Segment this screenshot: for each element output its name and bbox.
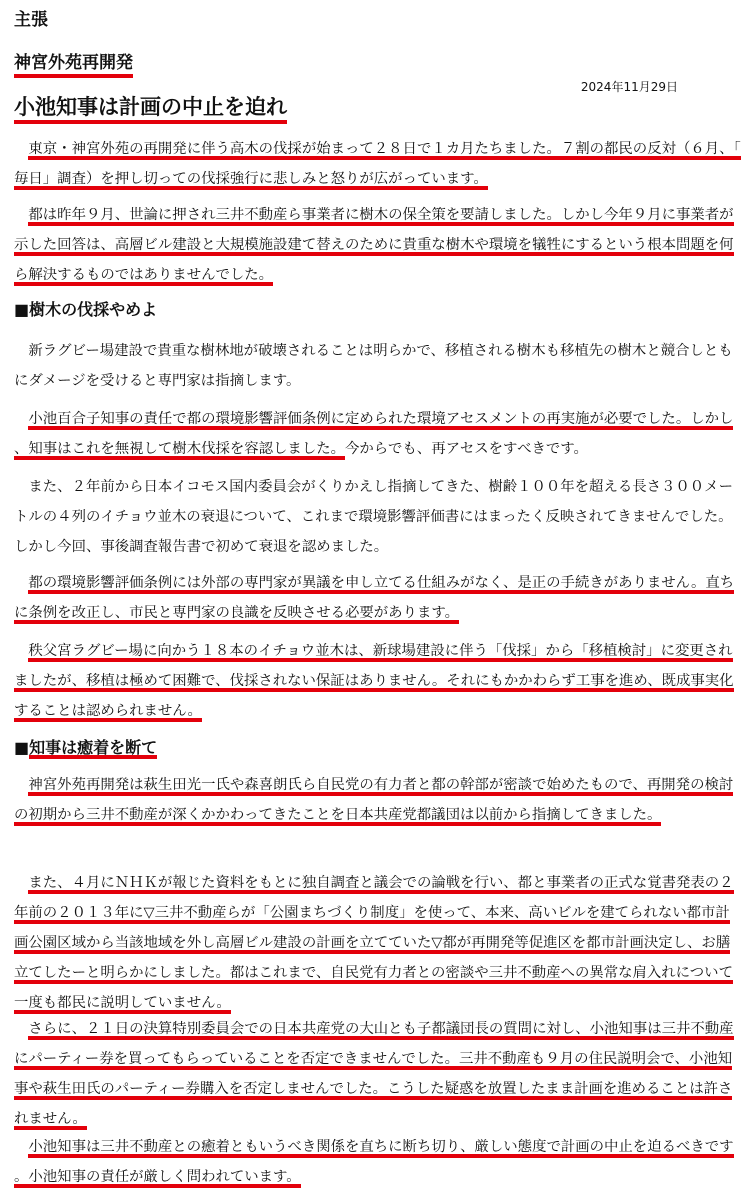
highlighted-text: 神宮外苑再開発は萩生田光一氏や森喜朗氏ら自民党の有力者と都の幹部が密談で始めたもので、再開発の検討の初期から三井不動産が深くかかわってきたことを日本共産党都議団は以前から指摘してきました。: [14, 777, 733, 826]
section-marker: ■: [14, 738, 30, 757]
paragraph-1: [14, 134, 744, 194]
category-label: 主張: [14, 10, 48, 30]
highlighted-text: 小池知事は三井不動産との癒着ともいうべき関係を直ちに断ち切り、厳しい態度で計画の中止を迫るべきです。小池知事の責任が厳しく問われています。: [14, 1139, 734, 1188]
highlighted-text: また、４月にＮＨＫが報じた資料をもとに独自調査と議会での論戦を行い、都と事業者の正式な覚書発表の２年前の２０１３年に▽三井不動産らが「公園まちづくり制度」を使って、本来、高いビルを建てられない都市計画公園区域から当該地域を外し高層ビル建設の計画を立てていた▽都が再開発等促進区を都市計画決定し、お膳立てしたーと明らかにしました。都はこれまで、自民党有力者との密談や三井不動産への異常な肩入れについて一度も都民に説明していません。: [14, 875, 734, 1014]
article-subtitle: 神宮外苑再開発: [14, 50, 133, 78]
highlighted-text: さらに、２１日の決算特別委員会での日本共産党の大山とも子都議団長の質問に対し、小池知事は三井不動産にパーティー券を買ってもらっていることを否定できませんでした。三井不動産も９月の住民説明会で、小池知事や萩生田氏のパーティー券購入を否定しませんでした。こうした疑惑を放置したまま計画を進めることは許されません。: [14, 1021, 734, 1130]
paragraph-text: また、２年前から日本イコモス国内委員会がくりかえし指摘してきた、樹齢１００年を超える長さ３００メートルの４列のイチョウ並木の衰退について、これまで環境影響評価書にはまったく反映されてきませんでした。しかし今回、事後調査報告書で初めて衰退を認めました。: [14, 479, 733, 555]
publish-date: 2024年11月29日: [580, 80, 678, 94]
section-marker: ■: [14, 300, 30, 319]
highlighted-text: 都は昨年９月、世論に押され三井不動産ら事業者に樹木の保全策を要請しました。しかし今年９月に事業者が示した回答は、高層ビル建設と大規模施設建て替えのために貴重な樹木や環境を犠牲にするという根本問題を何ら解決するものではありませんでした。: [14, 207, 734, 286]
section-title: 知事は癒着を断て: [29, 738, 158, 757]
paragraph-6: [14, 568, 744, 628]
highlighted-text: 都の環境影響評価条例には外部の専門家が異議を申し立てる仕組みがなく、是正の手続きがありません。直ちに条例を改正し、市民と専門家の良識を反映させる必要があります。: [14, 575, 734, 624]
paragraph-4: [14, 404, 744, 464]
paragraph-7: [14, 636, 744, 726]
paragraph-11: [14, 1132, 744, 1192]
article-headline: 小池知事は計画の中止を迫れ: [14, 92, 287, 124]
section-title: 樹木の伐採やめよ: [29, 300, 158, 319]
paragraph-2: [14, 200, 744, 290]
paragraph-3: [14, 336, 744, 396]
paragraph-8: [14, 770, 744, 830]
section-heading-1: [14, 296, 157, 324]
paragraph-9: [14, 868, 744, 1018]
section-heading-2: [14, 734, 157, 762]
highlighted-text: 小池百合子知事の責任で都の環境影響評価条例に定められた環境アセスメントの再実施が必要でした。しかし、知事はこれを無視して樹木伐採を容認しました。: [14, 411, 733, 460]
highlighted-text: 秩父宮ラグビー場に向かう１８本のイチョウ並木は、新球場建設に伴う「伐採」から「移植検討」に変更されましたが、移植は極めて困難で、伐採されない保証はありません。それにもかかわらず工事を進め、既成事実化することは認められません。: [14, 643, 734, 722]
paragraph-text: 新ラグビー場建設で貴重な樹林地が破壊されることは明らかで、移植される樹木も移植先の樹木と競合しともにダメージを受けると専門家は指摘します。: [14, 343, 733, 389]
highlighted-text: 東京・神宮外苑の再開発に伴う高木の伐採が始まって２８日で１カ月たちました。７割の都民の反対（６月、「毎日」調査）を押し切っての伐採強行に悲しみと怒りが広がっています。: [14, 141, 741, 190]
paragraph-10: [14, 1014, 744, 1134]
paragraph-5: [14, 472, 744, 562]
paragraph-text: 今からでも、再アセスをすべきです。: [345, 441, 588, 457]
